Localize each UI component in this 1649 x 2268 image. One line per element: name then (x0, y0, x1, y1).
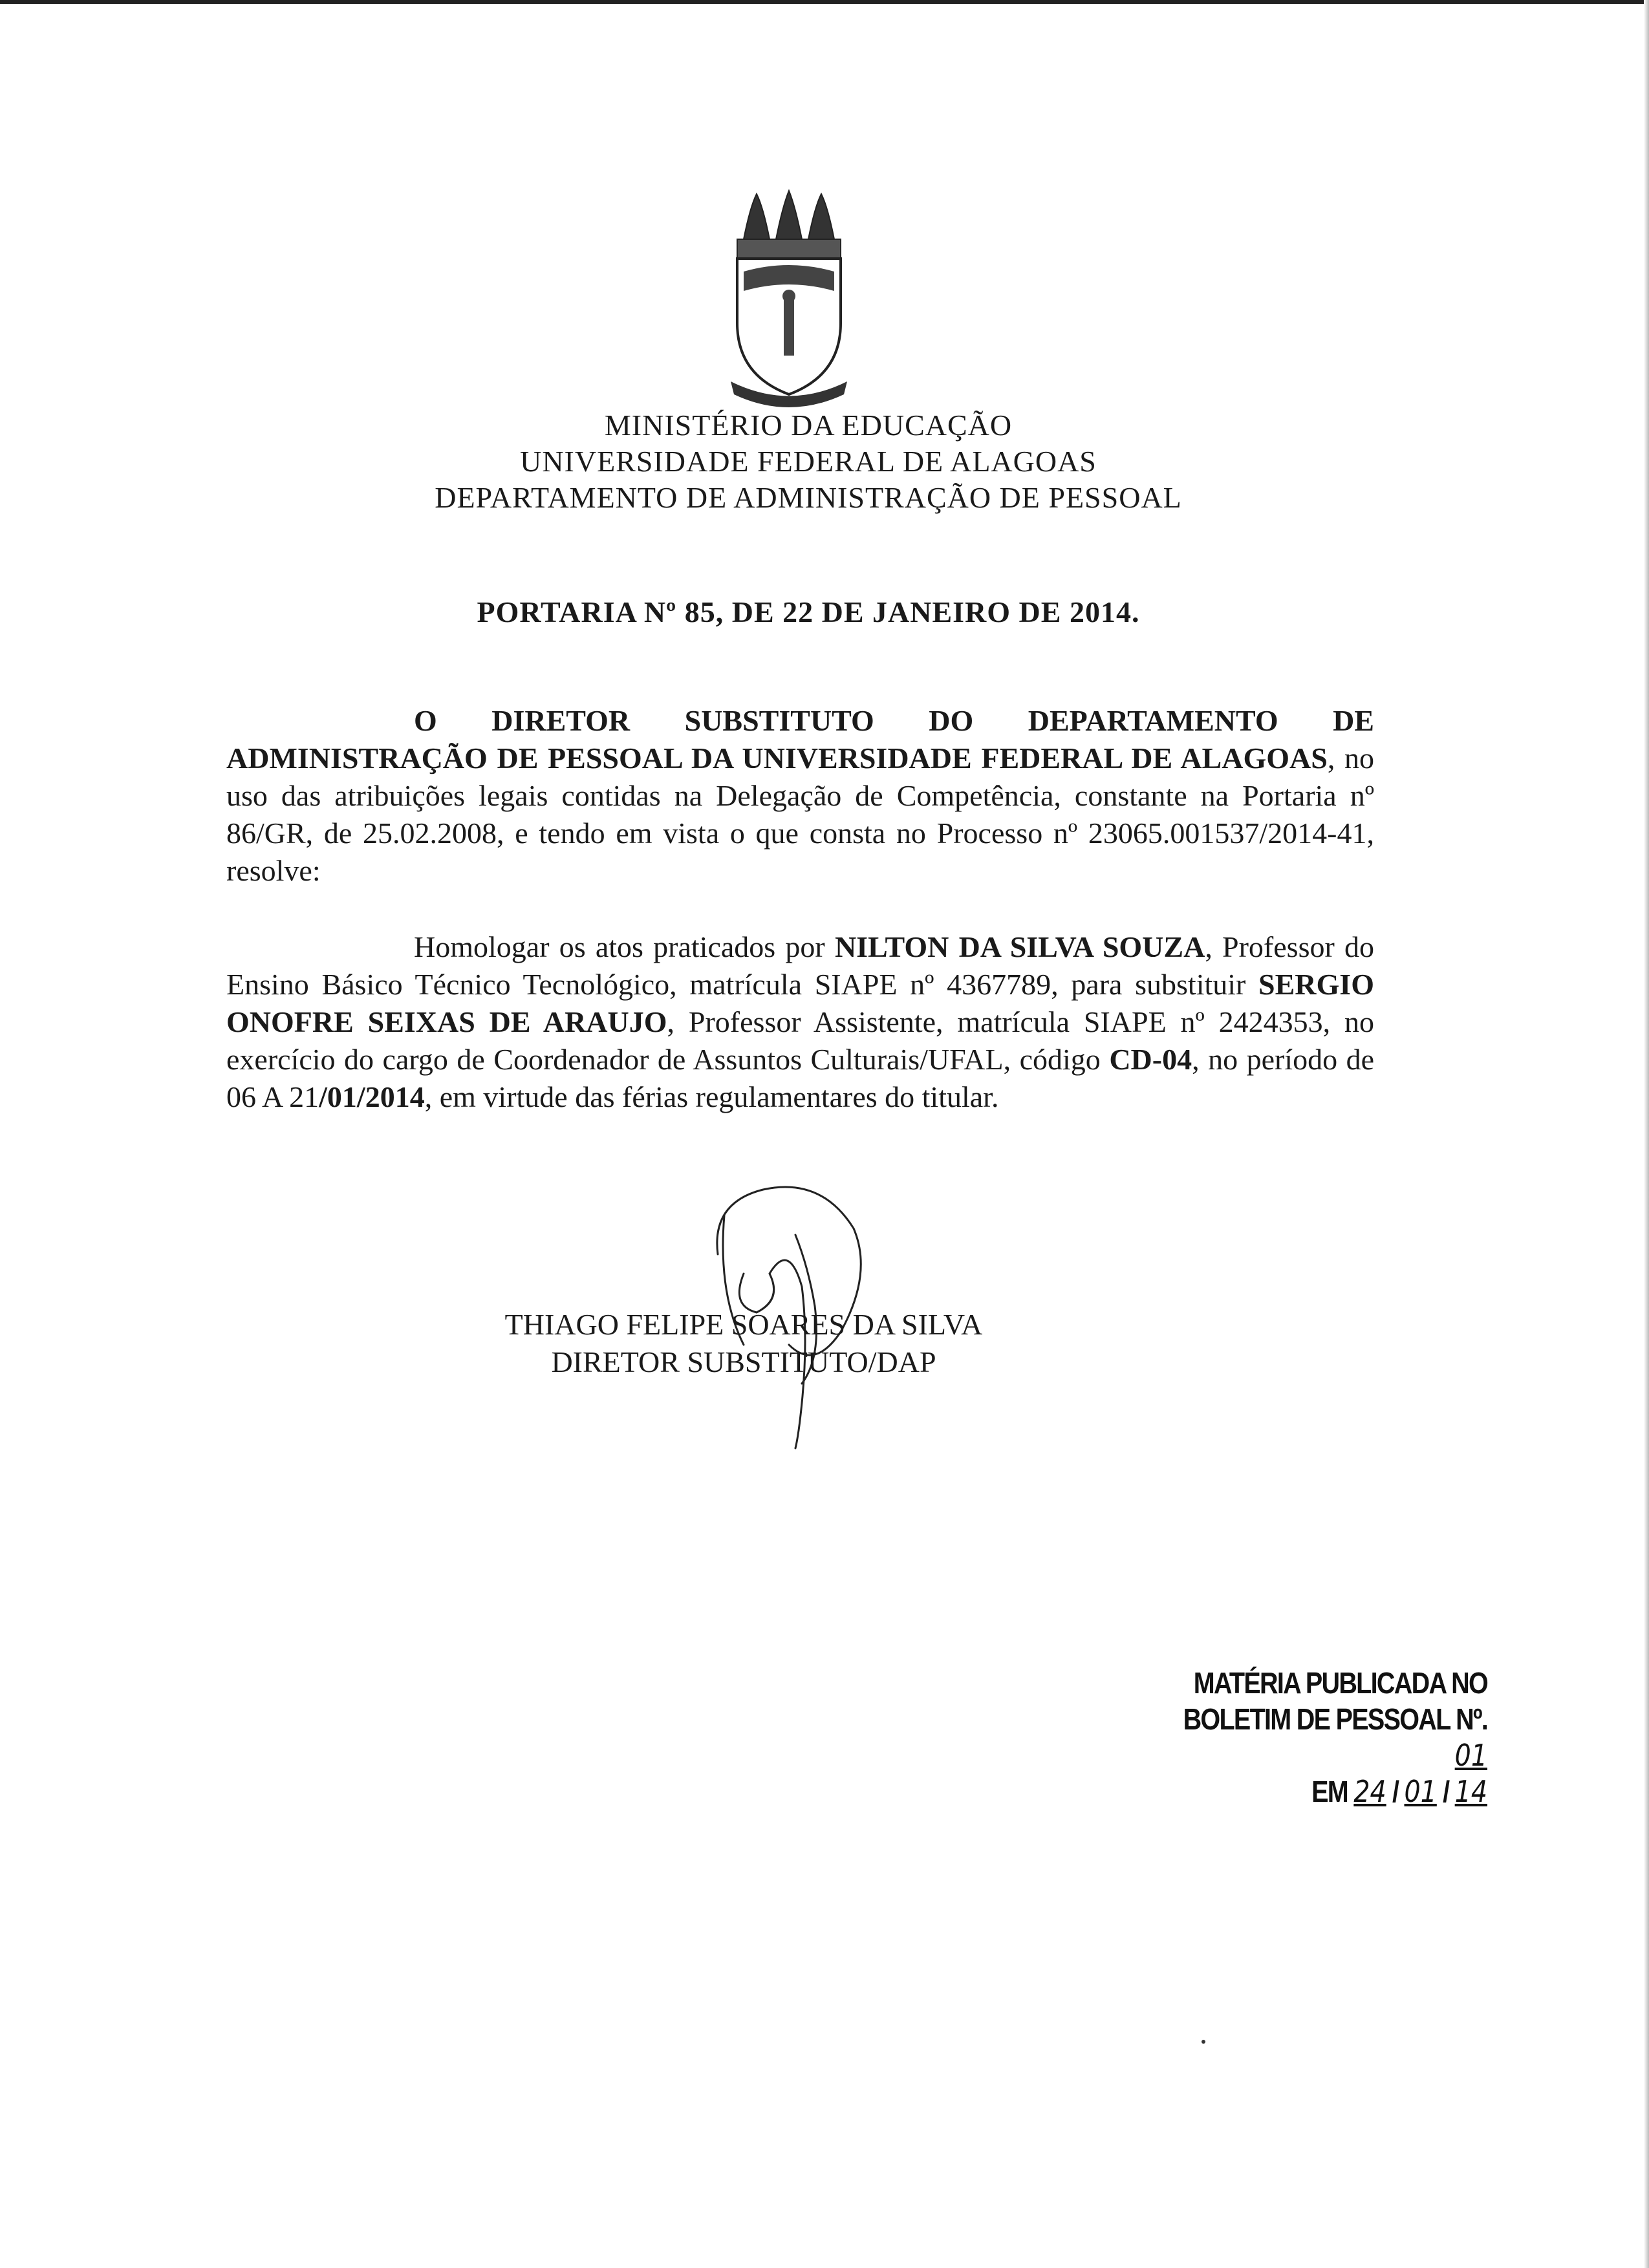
preamble-text: , no uso das atribuições legais contidas na Delegação de Competência, constante na Portaria nº 86/GR, de 25.02.2008, e tendo em vista o que consta no Processo nº 23065.001537/2014-41, resolve: (226, 742, 1374, 887)
signer-name: THIAGO FELIPE SOARES DA SILVA (504, 1308, 983, 1341)
stamp-line-1: MATÉRIA PUBLICADA NO (1193, 1666, 1487, 1700)
ordinance-title: PORTARIA Nº 85, DE 22 DE JANEIRO DE 2014. (477, 595, 1140, 628)
scan-top-edge (0, 0, 1649, 4)
stamp-line-3: EM 24 / 01 / 14 (1311, 1774, 1487, 1809)
stamp-date-label: EM (1311, 1775, 1348, 1808)
stamp-date-day: 24 (1353, 1774, 1386, 1809)
stamp-date-month: 01 (1404, 1774, 1437, 1809)
resolution-paragraph (226, 928, 1374, 1116)
stamp-line-2 (1154, 1701, 1487, 1773)
resolution-text-5: , em virtude das férias regulamentares do titular. (424, 1080, 999, 1113)
period-end-date: /01/2014 (319, 1080, 425, 1113)
resolution-text-2: , Professor do Ensino Básico Técnico Tecnológico, matrícula SIAPE nº 4367789, para substituir (226, 930, 1374, 1001)
department-name: DEPARTAMENTO DE ADMINISTRAÇÃO DE PESSOAL (435, 481, 1182, 514)
publication-stamp (1154, 1665, 1487, 1810)
university-name: UNIVERSIDADE FEDERAL DE ALAGOAS (520, 445, 1097, 478)
resolution-text-1: Homologar os atos praticados por (414, 930, 835, 963)
position-code: CD-04 (1109, 1043, 1192, 1076)
stamp-bulletin-label: BOLETIM DE PESSOAL Nº. (1183, 1702, 1487, 1736)
signer-block (0, 1306, 1487, 1381)
resolution-text-3: , Professor Assistente, matrícula SIAPE nº 2424353, no exercício do cargo de Coordenador de Assuntos Culturais/UFAL, código (226, 1005, 1375, 1076)
scan-speck (1202, 2040, 1205, 2044)
document-header (0, 407, 1617, 516)
substitute-name: NILTON DA SILVA SOUZA (834, 930, 1205, 963)
preamble-bold-lead: O DIRETOR SUBSTITUTO DO DEPARTAMENTO DE ADMINISTRAÇÃO DE PESSOAL DA UNIVERSIDADE FEDERAL DE ALAGOAS (226, 704, 1374, 775)
university-crest-logo (724, 187, 854, 407)
preamble-paragraph (226, 702, 1374, 890)
titular-name: SERGIO ONOFRE SEIXAS DE ARAUJO (226, 968, 1374, 1038)
stamp-date-year: 14 (1454, 1774, 1487, 1809)
resolution-text-4: , no período de 06 A 21 (226, 1043, 1374, 1113)
scan-right-edge (1644, 0, 1649, 2268)
ministry-name: MINISTÉRIO DA EDUCAÇÃO (604, 409, 1013, 442)
stamp-bulletin-number: 01 (1454, 1738, 1487, 1773)
signer-role: DIRETOR SUBSTITUTO/DAP (551, 1345, 936, 1378)
